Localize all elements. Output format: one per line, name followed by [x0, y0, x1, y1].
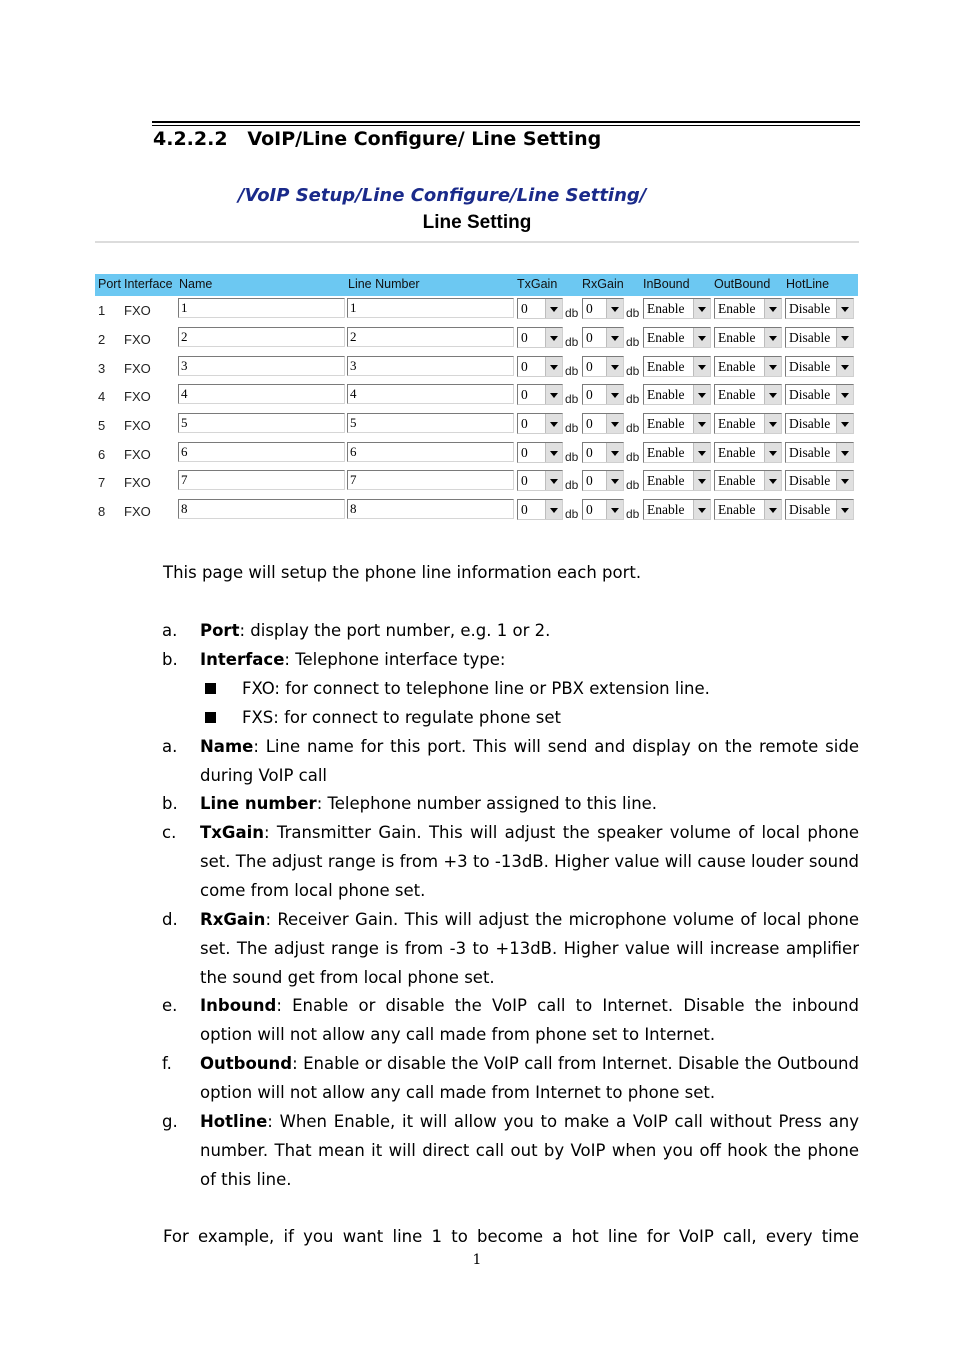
chevron-down-icon[interactable]	[693, 357, 710, 376]
chevron-down-icon[interactable]	[545, 414, 562, 433]
rxgain-unit: db	[626, 450, 640, 464]
rxgain-select-value: 0	[586, 301, 593, 316]
port-number: 7	[98, 475, 106, 490]
name-input[interactable]: 4	[178, 384, 345, 404]
closing-text: For example, if you want line 1 to become a hot line for VoIP call, every time	[163, 1227, 859, 1246]
rxgain-select-value: 0	[586, 502, 593, 517]
hotline-select-value: Disable	[789, 445, 831, 460]
outbound-select-value: Enable	[718, 416, 756, 431]
chevron-down-icon[interactable]	[545, 328, 562, 347]
txgain-select[interactable]	[517, 384, 563, 405]
line-number-input[interactable]: 3	[347, 356, 514, 376]
chevron-down-icon[interactable]	[836, 357, 853, 376]
hotline-select-value: Disable	[789, 359, 831, 374]
chevron-down-icon[interactable]	[764, 357, 781, 376]
outbound-select-value: Enable	[718, 387, 756, 402]
line-number-input[interactable]: 4	[347, 384, 514, 404]
line-number-input[interactable]: 5	[347, 413, 514, 433]
rxgain-select[interactable]	[582, 298, 624, 319]
chevron-down-icon[interactable]	[606, 385, 623, 404]
interface-type: FXO	[124, 504, 151, 519]
hotline-select[interactable]	[785, 384, 854, 405]
rxgain-select-value: 0	[586, 473, 593, 488]
chevron-down-icon[interactable]	[693, 385, 710, 404]
txgain-select[interactable]	[517, 356, 563, 377]
intro-text: This page will setup the phone line information each port.	[163, 563, 642, 582]
name-input[interactable]: 6	[178, 442, 345, 462]
txgain-unit: db	[565, 450, 579, 464]
inbound-select-value: Enable	[647, 301, 685, 316]
table-row	[95, 442, 858, 466]
line-number-input[interactable]: 8	[347, 499, 514, 519]
item-label: f.	[162, 1054, 172, 1073]
page-number: 1	[472, 1252, 482, 1268]
top-rule-thin	[152, 125, 860, 126]
name-input[interactable]: 8	[178, 499, 345, 519]
outbound-select[interactable]	[714, 356, 782, 377]
chevron-down-icon[interactable]	[545, 299, 562, 318]
rxgain-select[interactable]	[582, 384, 624, 405]
item-label: e.	[162, 996, 178, 1015]
port-number: 4	[98, 389, 106, 404]
txgain-unit: db	[565, 364, 579, 378]
interface-type: FXO	[124, 303, 151, 318]
rxgain-unit: db	[626, 306, 640, 320]
item-label: g.	[162, 1112, 178, 1131]
inbound-select-value: Enable	[647, 387, 685, 402]
item-hotline: Hotline: When Enable, it will allow you to make a VoIP call without Press any number. That mean it will direct call out by VoIP when you off hook the phone of this line.	[200, 1112, 859, 1189]
txgain-unit: db	[565, 421, 579, 435]
interface-type: FXO	[124, 389, 151, 404]
chevron-down-icon[interactable]	[606, 414, 623, 433]
txgain-select-value: 0	[521, 330, 528, 345]
header-rxgain: RxGain	[582, 277, 624, 291]
port-number: 8	[98, 504, 106, 519]
outbound-select-value: Enable	[718, 330, 756, 345]
txgain-select[interactable]	[517, 470, 563, 491]
hotline-select[interactable]	[785, 356, 854, 377]
port-number: 5	[98, 418, 106, 433]
outbound-select[interactable]	[714, 442, 782, 463]
inbound-select[interactable]	[643, 384, 711, 405]
chevron-down-icon[interactable]	[606, 357, 623, 376]
rxgain-unit: db	[626, 392, 640, 406]
item-label: d.	[162, 910, 178, 929]
header-hotline: HotLine	[786, 277, 830, 291]
item-label: a.	[162, 621, 178, 640]
rxgain-unit: db	[626, 507, 640, 521]
inbound-select[interactable]	[643, 327, 711, 348]
rxgain-unit: db	[626, 335, 640, 349]
hotline-select-value: Disable	[789, 502, 831, 517]
line-number-input[interactable]: 2	[347, 327, 514, 347]
rxgain-select[interactable]	[582, 356, 624, 377]
header-name: Name	[179, 277, 213, 291]
chevron-down-icon[interactable]	[545, 385, 562, 404]
breadcrumb: /VoIP Setup/Line Configure/Line Setting/	[238, 185, 647, 206]
chevron-down-icon[interactable]	[764, 471, 781, 490]
header-line-number: Line Number	[348, 277, 420, 291]
header-interface: Interface	[124, 277, 173, 291]
hotline-select-value: Disable	[789, 416, 831, 431]
chevron-down-icon[interactable]	[764, 328, 781, 347]
rxgain-select[interactable]	[582, 413, 624, 434]
interface-type: FXO	[124, 361, 151, 376]
chevron-down-icon[interactable]	[836, 385, 853, 404]
txgain-unit: db	[565, 478, 579, 492]
chevron-down-icon[interactable]	[836, 328, 853, 347]
txgain-select[interactable]	[517, 442, 563, 463]
chevron-down-icon[interactable]	[693, 299, 710, 318]
inbound-select-value: Enable	[647, 473, 685, 488]
inbound-select[interactable]	[643, 413, 711, 434]
chevron-down-icon[interactable]	[836, 414, 853, 433]
bullet-fxs: FXS: for connect to regulate phone set	[242, 708, 561, 727]
bullet-square	[205, 712, 216, 723]
chevron-down-icon[interactable]	[693, 443, 710, 462]
hotline-select-value: Disable	[789, 301, 831, 316]
item-port: Port: display the port number, e.g. 1 or 2.	[200, 621, 551, 640]
interface-type: FXO	[124, 447, 151, 462]
outbound-select[interactable]	[714, 413, 782, 434]
table-row	[95, 327, 858, 351]
section-heading: 4.2.2.2 VoIP/Line Configure/ Line Setting	[153, 128, 602, 150]
chevron-down-icon[interactable]	[606, 328, 623, 347]
inbound-select[interactable]	[643, 356, 711, 377]
name-input[interactable]: 7	[178, 470, 345, 490]
table-row	[95, 470, 858, 494]
chevron-down-icon[interactable]	[545, 500, 562, 519]
hotline-select-value: Disable	[789, 330, 831, 345]
chevron-down-icon[interactable]	[606, 299, 623, 318]
rxgain-select[interactable]	[582, 327, 624, 348]
chevron-down-icon[interactable]	[606, 471, 623, 490]
line-number-input[interactable]: 1	[347, 298, 514, 318]
chevron-down-icon[interactable]	[836, 299, 853, 318]
outbound-select-value: Enable	[718, 473, 756, 488]
inbound-select[interactable]	[643, 499, 711, 520]
port-number: 2	[98, 332, 106, 347]
table-row	[95, 356, 858, 380]
rxgain-select-value: 0	[586, 416, 593, 431]
line-number-input[interactable]: 6	[347, 442, 514, 462]
item-rxgain: RxGain: Receiver Gain. This will adjust the microphone volume of local phone set. The adjust range is from -3 to +13dB. Higher value will increase amplifier the sound get from local phone set.	[200, 910, 859, 987]
inbound-select-value: Enable	[647, 502, 685, 517]
chevron-down-icon[interactable]	[764, 443, 781, 462]
hotline-select[interactable]	[785, 442, 854, 463]
item-inbound: Inbound: Enable or disable the VoIP call to Internet. Disable the inbound option will not allow any call made from phone set to Internet.	[200, 996, 859, 1044]
inbound-select[interactable]	[643, 298, 711, 319]
chevron-down-icon[interactable]	[693, 471, 710, 490]
chevron-down-icon[interactable]	[545, 357, 562, 376]
inbound-select-value: Enable	[647, 445, 685, 460]
hotline-select-value: Disable	[789, 473, 831, 488]
table-header	[95, 274, 858, 296]
port-number: 6	[98, 447, 106, 462]
table-row	[95, 413, 858, 437]
bullet-square	[205, 683, 216, 694]
interface-type: FXO	[124, 475, 151, 490]
item-label: a.	[162, 737, 178, 756]
txgain-select[interactable]	[517, 327, 563, 348]
interface-type: FXO	[124, 332, 151, 347]
outbound-select-value: Enable	[718, 445, 756, 460]
chevron-down-icon[interactable]	[545, 443, 562, 462]
txgain-select-value: 0	[521, 301, 528, 316]
txgain-select-value: 0	[521, 359, 528, 374]
txgain-select-value: 0	[521, 473, 528, 488]
chevron-down-icon[interactable]	[836, 443, 853, 462]
header-inbound: InBound	[643, 277, 690, 291]
top-rule	[152, 121, 860, 123]
rxgain-select-value: 0	[586, 387, 593, 402]
name-input[interactable]: 1	[178, 298, 345, 318]
chevron-down-icon[interactable]	[693, 414, 710, 433]
table-row	[95, 298, 858, 322]
hotline-select[interactable]	[785, 413, 854, 434]
chevron-down-icon[interactable]	[545, 471, 562, 490]
rxgain-select-value: 0	[586, 330, 593, 345]
txgain-unit: db	[565, 306, 579, 320]
item-line-number: Line number: Telephone number assigned to this line.	[200, 794, 658, 813]
txgain-unit: db	[565, 335, 579, 349]
inbound-select-value: Enable	[647, 359, 685, 374]
item-interface: Interface: Telephone interface type:	[200, 650, 506, 669]
outbound-select[interactable]	[714, 384, 782, 405]
chevron-down-icon[interactable]	[606, 500, 623, 519]
rxgain-select[interactable]	[582, 470, 624, 491]
hotline-select[interactable]	[785, 327, 854, 348]
outbound-select[interactable]	[714, 470, 782, 491]
chevron-down-icon[interactable]	[693, 328, 710, 347]
inbound-select[interactable]	[643, 470, 711, 491]
item-label: b.	[162, 650, 178, 669]
chevron-down-icon[interactable]	[606, 443, 623, 462]
name-input[interactable]: 5	[178, 413, 345, 433]
name-input[interactable]: 2	[178, 327, 345, 347]
header-port: Port	[98, 277, 121, 291]
bullet-fxo: FXO: for connect to telephone line or PBX extension line.	[242, 679, 710, 698]
page-title: Line Setting	[422, 212, 532, 233]
hotline-select[interactable]	[785, 298, 854, 319]
rxgain-select[interactable]	[582, 442, 624, 463]
chevron-down-icon[interactable]	[693, 500, 710, 519]
outbound-select[interactable]	[714, 298, 782, 319]
outbound-select[interactable]	[714, 327, 782, 348]
name-input[interactable]: 3	[178, 356, 345, 376]
chevron-down-icon[interactable]	[836, 471, 853, 490]
item-outbound: Outbound: Enable or disable the VoIP call from Internet. Disable the Outbound option will not allow any call made from Internet to phone set.	[200, 1054, 859, 1102]
hotline-select[interactable]	[785, 499, 854, 520]
inbound-select[interactable]	[643, 442, 711, 463]
header-txgain: TxGain	[517, 277, 558, 291]
hotline-select[interactable]	[785, 470, 854, 491]
txgain-select-value: 0	[521, 387, 528, 402]
inbound-select-value: Enable	[647, 416, 685, 431]
rxgain-select-value: 0	[586, 445, 593, 460]
txgain-select-value: 0	[521, 502, 528, 517]
rxgain-unit: db	[626, 421, 640, 435]
item-label: c.	[162, 823, 177, 842]
outbound-select-value: Enable	[718, 502, 756, 517]
port-number: 3	[98, 361, 106, 376]
txgain-unit: db	[565, 507, 579, 521]
rxgain-select[interactable]	[582, 499, 624, 520]
item-txgain: TxGain: Transmitter Gain. This will adjust the speaker volume of local phone set. The adjust range is from +3 to -13dB. Higher value will cause louder sound come from local phone set.	[200, 823, 859, 900]
txgain-unit: db	[565, 392, 579, 406]
chevron-down-icon[interactable]	[764, 385, 781, 404]
outbound-select-value: Enable	[718, 359, 756, 374]
txgain-select[interactable]	[517, 499, 563, 520]
table-row	[95, 384, 858, 408]
rxgain-select-value: 0	[586, 359, 593, 374]
chevron-down-icon[interactable]	[836, 500, 853, 519]
inbound-select-value: Enable	[647, 330, 685, 345]
table-row	[95, 499, 858, 523]
item-name: Name: Line name for this port. This will send and display on the remote side during VoIP call	[200, 737, 859, 785]
txgain-select[interactable]	[517, 298, 563, 319]
line-number-input[interactable]: 7	[347, 470, 514, 490]
rxgain-unit: db	[626, 478, 640, 492]
chevron-down-icon[interactable]	[764, 299, 781, 318]
header-outbound: OutBound	[714, 277, 771, 291]
outbound-select[interactable]	[714, 499, 782, 520]
rxgain-unit: db	[626, 364, 640, 378]
chevron-down-icon[interactable]	[764, 414, 781, 433]
interface-type: FXO	[124, 418, 151, 433]
title-divider	[95, 241, 859, 243]
txgain-select-value: 0	[521, 416, 528, 431]
chevron-down-icon[interactable]	[764, 500, 781, 519]
outbound-select-value: Enable	[718, 301, 756, 316]
item-label: b.	[162, 794, 178, 813]
hotline-select-value: Disable	[789, 387, 831, 402]
port-number: 1	[98, 303, 106, 318]
txgain-select-value: 0	[521, 445, 528, 460]
txgain-select[interactable]	[517, 413, 563, 434]
